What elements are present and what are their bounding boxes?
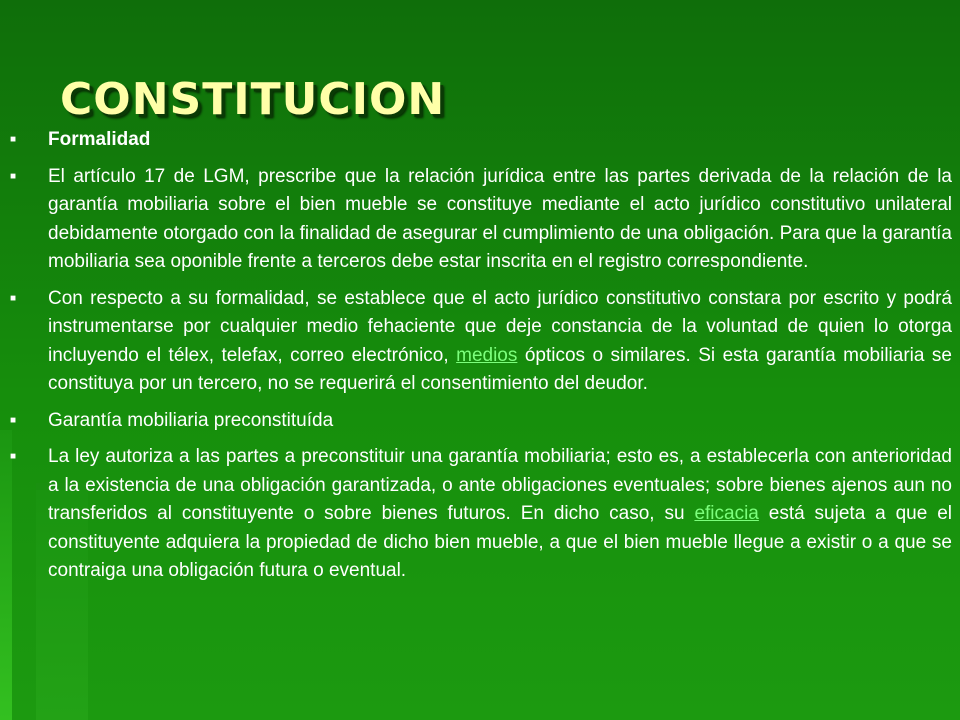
square-bullet-icon: ■ <box>10 292 17 304</box>
list-item-formalidad-detalle <box>10 285 952 399</box>
link-eficacia[interactable]: eficacia <box>694 503 759 524</box>
list-item-formalidad <box>10 126 952 155</box>
item-text-before: Con respecto a su formalidad, se establece que el acto jurídico constitutivo constara por escrito y podrá instrumentarse por cualquier medio fehaciente que deje constancia de la voluntad de quien lo otorga incluyendo el télex, telefax, correo electrónico, <box>48 287 952 366</box>
list-item-articulo-17 <box>10 163 952 277</box>
item-text <box>48 446 952 581</box>
square-bullet-icon: ■ <box>10 170 17 182</box>
list-item-ley-autoriza <box>10 443 952 586</box>
square-bullet-icon: ■ <box>10 451 17 462</box>
item-text: Garantía mobiliaria preconstituída <box>48 409 334 431</box>
link-medios[interactable]: medios <box>456 344 518 366</box>
item-text <box>48 288 952 395</box>
item-text-before: La ley autoriza a las partes a preconstituir una garantía mobiliaria; esto es, a establecerla con anterioridad a la existencia de una obligación garantizada, o ante obligaciones eventuales; sobre bienes ajenos aun no transferidos al constituyente o sobre bienes futuros. En dicho caso, su <box>48 446 952 524</box>
item-text-after: está sujeta a que el constituyente adquiera la propiedad de dicho bien mueble, a que el bien mueble llegue a existir o a que se contraiga una obligación futura o eventual. <box>48 503 952 581</box>
item-text: Formalidad <box>48 129 151 150</box>
slide-title: CONSTITUCION <box>60 74 446 125</box>
item-text-after: ópticos o similares. Si esta garantía mobiliaria se constituya por un tercero, no se requerirá el consentimiento del deudor. <box>48 344 952 394</box>
list-item-preconstituida <box>10 407 952 436</box>
bullet-list <box>10 126 952 594</box>
square-bullet-icon: ■ <box>10 134 17 145</box>
square-bullet-icon: ■ <box>10 414 17 426</box>
item-text: El artículo 17 de LGM, prescribe que la relación jurídica entre las partes derivada de la relación de la garantía mobiliaria sobre el bien mueble se constituye mediante el acto jurídico constitutivo unilateral debidamente otorgado con la finalidad de asegurar el cumplimiento de una obligación. Para que la garantía mobiliaria sea oponible frente a terceros debe estar inscrita en el registro correspondiente. <box>48 165 952 272</box>
